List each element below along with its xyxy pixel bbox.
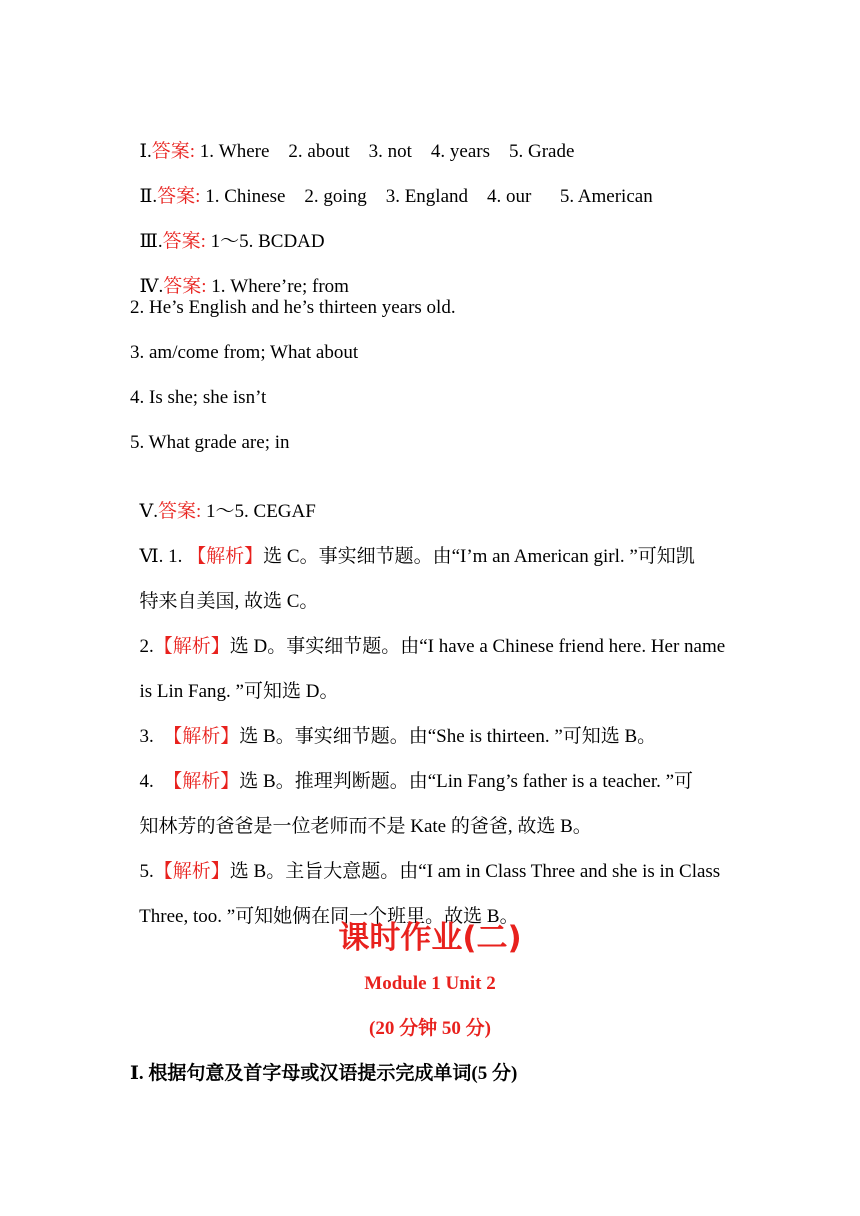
section-number: Ⅲ. [139, 231, 163, 252]
item-number: 5. [139, 861, 154, 882]
explanation-text: Three, too. ”可知她俩在同一个班里。故选 B。 [139, 906, 519, 927]
answer-text: 1. Where’re; from [206, 276, 349, 297]
answer-tag: 答案: [151, 141, 196, 162]
section-number: Ⅰ. [139, 141, 152, 162]
answer-text: 1. Chinese 2. going 3. England 4. our 5. American [200, 186, 653, 207]
answer-tag: 答案: [157, 501, 202, 522]
explanation-line [130, 521, 695, 569]
time-score: (20 分钟 50 分) [369, 1018, 491, 1039]
explanation-line [130, 746, 693, 794]
iv-line-3: 3. am/come from; What about [130, 342, 359, 363]
answer-line-5 [130, 476, 316, 524]
explanation-line [130, 791, 592, 839]
answer-text: 1. Where 2. about 3. not 4. years 5. Grade [195, 141, 575, 162]
section-heading: Ⅰ. 根据句意及首字母或汉语提示完成单词(5 分) [130, 1063, 518, 1084]
item-number: Ⅵ. 1. [139, 546, 188, 567]
answer-text: 1～5. BCDAD [205, 231, 325, 252]
explanation-text: 选 D。事实细节题。由“I have a Chinese friend here. Her name [229, 636, 726, 657]
answer-line-3 [130, 206, 325, 254]
section-number: Ⅴ. [139, 501, 158, 522]
item-number: 3. [139, 726, 164, 747]
answer-line-1 [130, 116, 574, 164]
explanation-tag: 【解析】 [153, 636, 230, 657]
explanation-tag: 【解析】 [187, 546, 264, 567]
iv-line-5: 5. What grade are; in [130, 432, 290, 453]
module-unit: Module 1 Unit 2 [364, 973, 496, 994]
iv-line-4: 4. Is she; she isn’t [130, 387, 267, 408]
explanation-text: 选 C。事实细节题。由“I’m an American girl. ”可知凯 [263, 546, 695, 567]
section-number: Ⅱ. [139, 186, 158, 207]
answer-text: 1～5. CEGAF [201, 501, 316, 522]
iv-line-2: 2. He’s English and he’s thirteen years old. [130, 297, 456, 318]
answer-line-4 [130, 251, 349, 299]
explanation-line [130, 701, 656, 749]
item-number: 4. [139, 771, 164, 792]
lesson-title: 课时作业(二) [338, 920, 522, 956]
explanation-tag: 【解析】 [153, 861, 230, 882]
answer-line-2 [130, 161, 653, 209]
explanation-text: is Lin Fang. ”可知选 D。 [139, 681, 339, 702]
explanation-text: 选 B。推理判断题。由“Lin Fang’s father is a teacher. ”可 [239, 771, 694, 792]
explanation-line [130, 611, 725, 659]
explanation-line [130, 566, 318, 614]
explanation-text: 选 B。事实细节题。由“She is thirteen. ”可知选 B。 [239, 726, 657, 747]
explanation-text: 特来自美国, 故选 C。 [139, 591, 319, 612]
explanation-tag: 【解析】 [163, 726, 240, 747]
answer-tag: 答案: [157, 186, 201, 207]
answer-tag: 答案: [162, 231, 206, 252]
section-number: Ⅳ. [139, 276, 164, 297]
explanation-text: 知林芳的爸爸是一位老师而不是 Kate 的爸爸, 故选 B。 [139, 816, 592, 837]
explanation-line [130, 656, 338, 704]
explanation-tag: 【解析】 [163, 771, 240, 792]
explanation-text: 选 B。主旨大意题。由“I am in Class Three and she is in Class [229, 861, 721, 882]
item-number: 2. [139, 636, 154, 657]
answer-tag: 答案: [163, 276, 207, 297]
explanation-line [130, 836, 720, 884]
